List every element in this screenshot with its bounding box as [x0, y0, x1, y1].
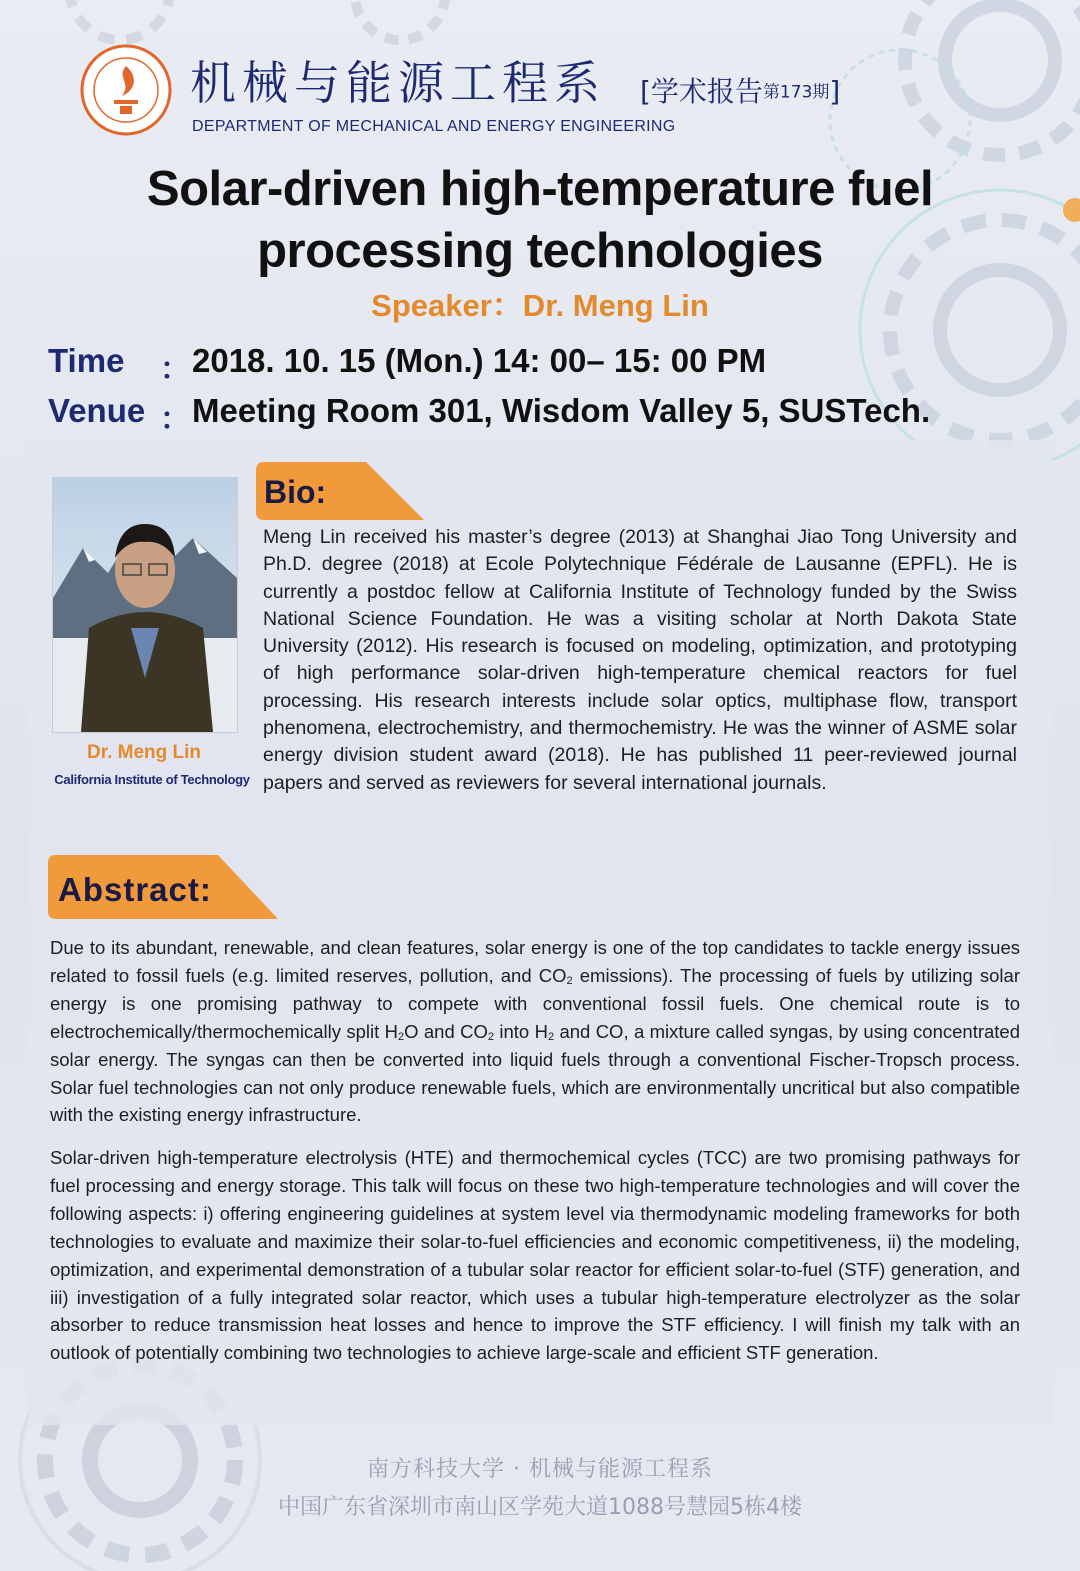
speaker-photo	[52, 477, 238, 733]
footer-organization: 南方科技大学 · 机械与能源工程系	[367, 1457, 713, 1482]
issue-number: 第173期	[762, 82, 830, 103]
talk-title-line-2: processing technologies	[257, 224, 823, 278]
time-value: 2018. 10. 15 (Mon.) 14: 00– 15: 00 PM	[192, 342, 767, 379]
speaker-line: Speaker：Dr. Meng Lin	[371, 288, 709, 323]
bio-heading: Bio:	[264, 474, 327, 510]
speaker-photo-caption-name: Dr. Meng Lin	[87, 742, 201, 763]
time-label: Time	[48, 342, 125, 379]
department-name-chinese: 机械与能源工程系	[190, 56, 606, 110]
gear-decoration-top-left	[0, 0, 520, 60]
venue-value: Meeting Room 301, Wisdom Valley 5, SUSTech.	[192, 392, 931, 429]
department-name-english: DEPARTMENT OF MECHANICAL AND ENERGY ENGINEERING	[192, 118, 676, 135]
abstract-heading-tab	[48, 855, 280, 921]
speaker-photo-caption-affiliation: California Institute of Technology	[54, 772, 250, 787]
time-colon: ：	[160, 353, 190, 386]
footer-address: 中国广东省深圳市南山区学苑大道1088号慧园5栋4楼	[278, 1495, 802, 1520]
bio-heading-tab	[256, 462, 426, 522]
lecture-series-label: [学术报告第173期]	[640, 75, 841, 108]
abstract-heading: Abstract:	[58, 871, 212, 908]
bio-paragraph: Meng Lin received his master’s degree (2013) at Shanghai Jiao Tong University and Ph.D. degree (2018) at Ecole Polytechnique Fédérale de Lausanne (EPFL). He is currently a postdoc fellow at California Institute of Technology funded by the Swiss National Science Foundation. He was a visiting scholar at North Dakota State University (2012). His research is focused on modeling, optimization, and prototyping of high performance solar-driven high-temperature chemical reactors for fuel processing. His research interests include solar optics, multiphase flow, transport phenomena, electrochemistry, and thermochemistry. He was the winner of ASME solar energy division student award (2018). He has published 11 peer-reviewed journal papers and served as reviewers for several international journals.	[263, 526, 1017, 794]
venue-colon: ：	[160, 403, 190, 436]
university-logo	[80, 44, 172, 136]
venue-label: Venue	[48, 392, 146, 429]
abstract-paragraph-2: Solar-driven high-temperature electrolysis (HTE) and thermochemical cycles (TCC) are two promising pathways for fuel processing and energy storage. This talk will focus on these two high-temperature technologies and will cover the following aspects: i) offering engineering guidelines at system level via thermodynamic modeling frameworks for both technologies to evaluate and maximize their solar-to-fuel efficiencies and economic competitiveness, ii) the modeling, optimization, and experimental demonstration of a tubular solar reactor for efficient solar-to-fuel (STF) generation, and iii) investigation of a fully integrated solar reactor, which uses a tubular high-temperature electrolyzer as the solar absorber to reduce transmission heat losses and hence to improve the STF efficiency. I will finish my talk with an outlook of potentially combining two technologies to achieve large-scale and efficient STF generation.	[50, 1147, 1020, 1364]
abstract-paragraph-1: Due to its abundant, renewable, and clean features, solar energy is one of the top candidates to tackle energy issues related to fossil fuels (e.g. limited reserves, pollution, and $CO_2$ emissions). The processing of fuels by utilizing solar energy is one promising pathway to compete with conventional fossil fuels. One chemical route is to electrochemically/thermochemically split $H_2O$ and $CO_2$ into $H_2$ and CO, a mixture called syngas, by using concentrated solar energy. The syngas can then be converted into liquid fuels through a conventional Fischer-Tropsch process. Solar fuel technologies can not only produce renewable fuels, which are environmentally uncritical but also compatible with the existing energy infrastructure.	[50, 937, 1020, 1126]
talk-title-line-1: Solar-driven high-temperature fuel	[146, 162, 934, 216]
